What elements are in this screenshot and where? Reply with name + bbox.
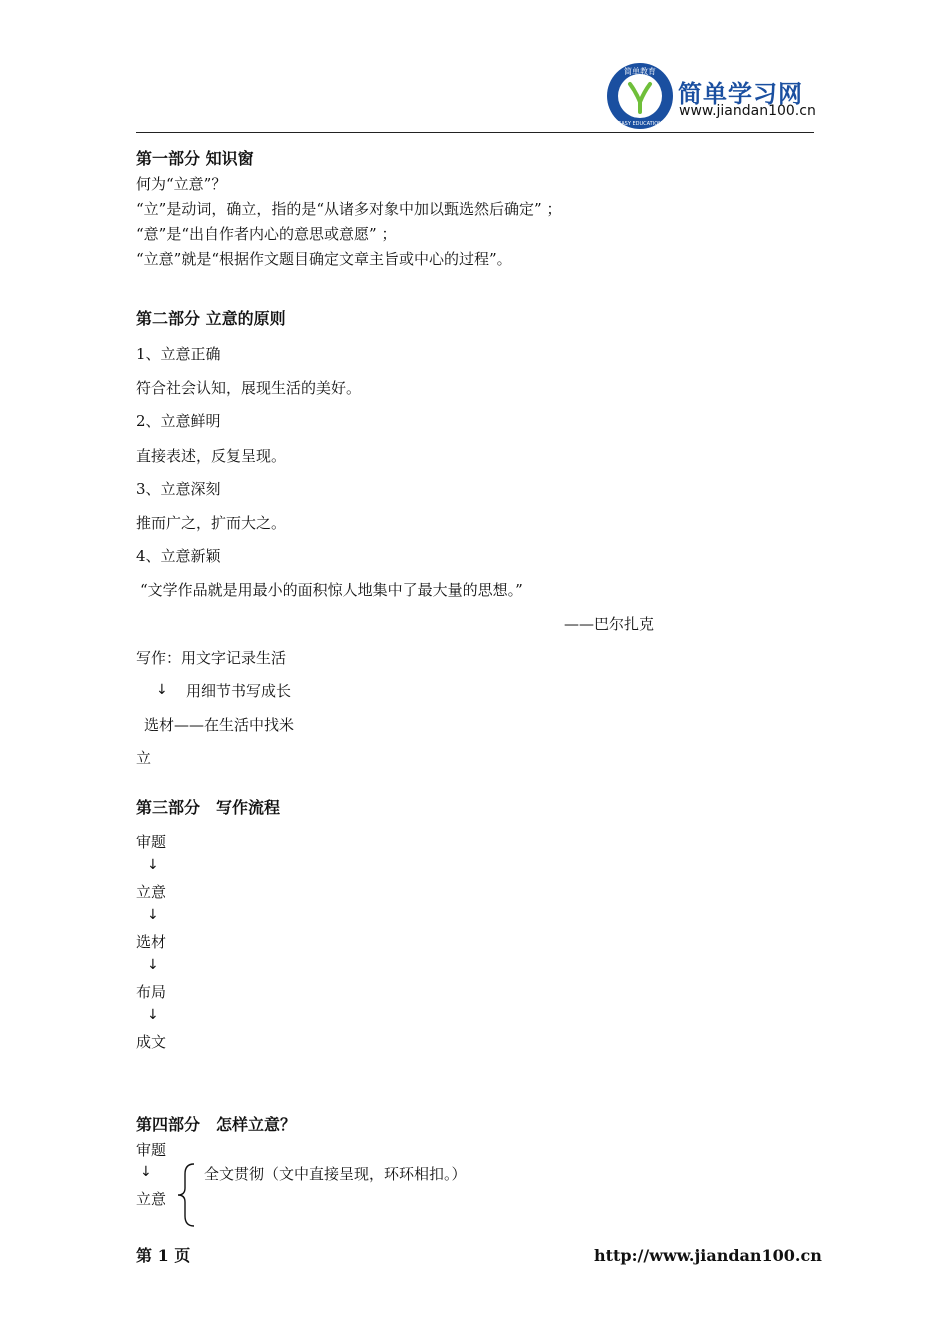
part1-line-3: “意”是“出自作者内心的意思或意愿” ； [136, 225, 397, 243]
diagram-line-4: 立 [136, 749, 152, 767]
logo-ring-top: 简单教育 [624, 67, 656, 76]
part3-arrow-4-icon: ↓ [147, 1007, 159, 1023]
logo-emblem-icon [606, 62, 674, 130]
brand-url[interactable]: www.jiandan100.cn [679, 103, 816, 119]
part1-title: 第一部分 知识窗 [136, 149, 254, 168]
part4-step-1: 审题 [136, 1141, 167, 1159]
part1-line-1: 何为“立意”？ [136, 175, 227, 193]
part4-step-2: 立意 [136, 1190, 167, 1208]
part2-quote-author: ——巴尔扎克 [564, 615, 655, 633]
part2-item-6: 推而广之，扩而大之。 [136, 514, 287, 532]
diagram-arrow-icon: ↓ [156, 682, 168, 698]
footer-page-number: 第 1 页 [136, 1246, 191, 1265]
logo-ring-bottom: EASY EDUCATION [618, 121, 662, 127]
part4-branch-1: 全文贯彻（文中直接呈现，环环相扣。） [204, 1165, 467, 1183]
part3-step-3: 选材 [136, 933, 167, 951]
part3-step-2: 立意 [136, 883, 167, 901]
part3-arrow-1-icon: ↓ [147, 857, 159, 873]
diagram-line-2: 用细节书写成长 [186, 682, 292, 700]
part1-line-2: “立”是动词，确立，指的是“从诸多对象中加以甄选然后确定” ； [136, 200, 562, 218]
diagram-line-1: 写作：用文字记录生活 [136, 649, 287, 667]
part2-title: 第二部分 立意的原则 [136, 309, 286, 328]
part2-item-2: 符合社会认知，展现生活的美好。 [136, 379, 362, 397]
header-divider [136, 132, 814, 133]
part3-arrow-3-icon: ↓ [147, 957, 159, 973]
part2-quote: “文学作品就是用最小的面积惊人地集中了最大量的思想。” [140, 581, 523, 599]
part1-line-4: “立意”就是“根据作文题目确定文章主旨或中心的过程”。 [136, 250, 512, 268]
part3-step-1: 审题 [136, 833, 167, 851]
part2-item-3: 2、立意鲜明 [136, 412, 221, 430]
part3-title: 第三部分 写作流程 [136, 798, 281, 817]
part2-item-1: 1、立意正确 [136, 345, 221, 363]
left-brace-icon [176, 1162, 196, 1228]
part4-title: 第四部分 怎样立意？ [136, 1115, 297, 1134]
part3-step-4: 布局 [136, 983, 167, 1001]
part2-item-5: 3、立意深刻 [136, 480, 221, 498]
part3-step-5: 成文 [136, 1033, 167, 1051]
part4-arrow-icon: ↓ [140, 1164, 152, 1180]
part3-arrow-2-icon: ↓ [147, 907, 159, 923]
diagram-line-3: 选材——在生活中找米 [144, 716, 295, 734]
header-logo [606, 62, 674, 130]
footer-url[interactable]: http://www.jiandan100.cn [594, 1246, 822, 1265]
brand-name: 简单学习网 [678, 80, 803, 108]
part2-item-7: 4、立意新颖 [136, 547, 221, 565]
part2-item-4: 直接表述，反复呈现。 [136, 447, 287, 465]
